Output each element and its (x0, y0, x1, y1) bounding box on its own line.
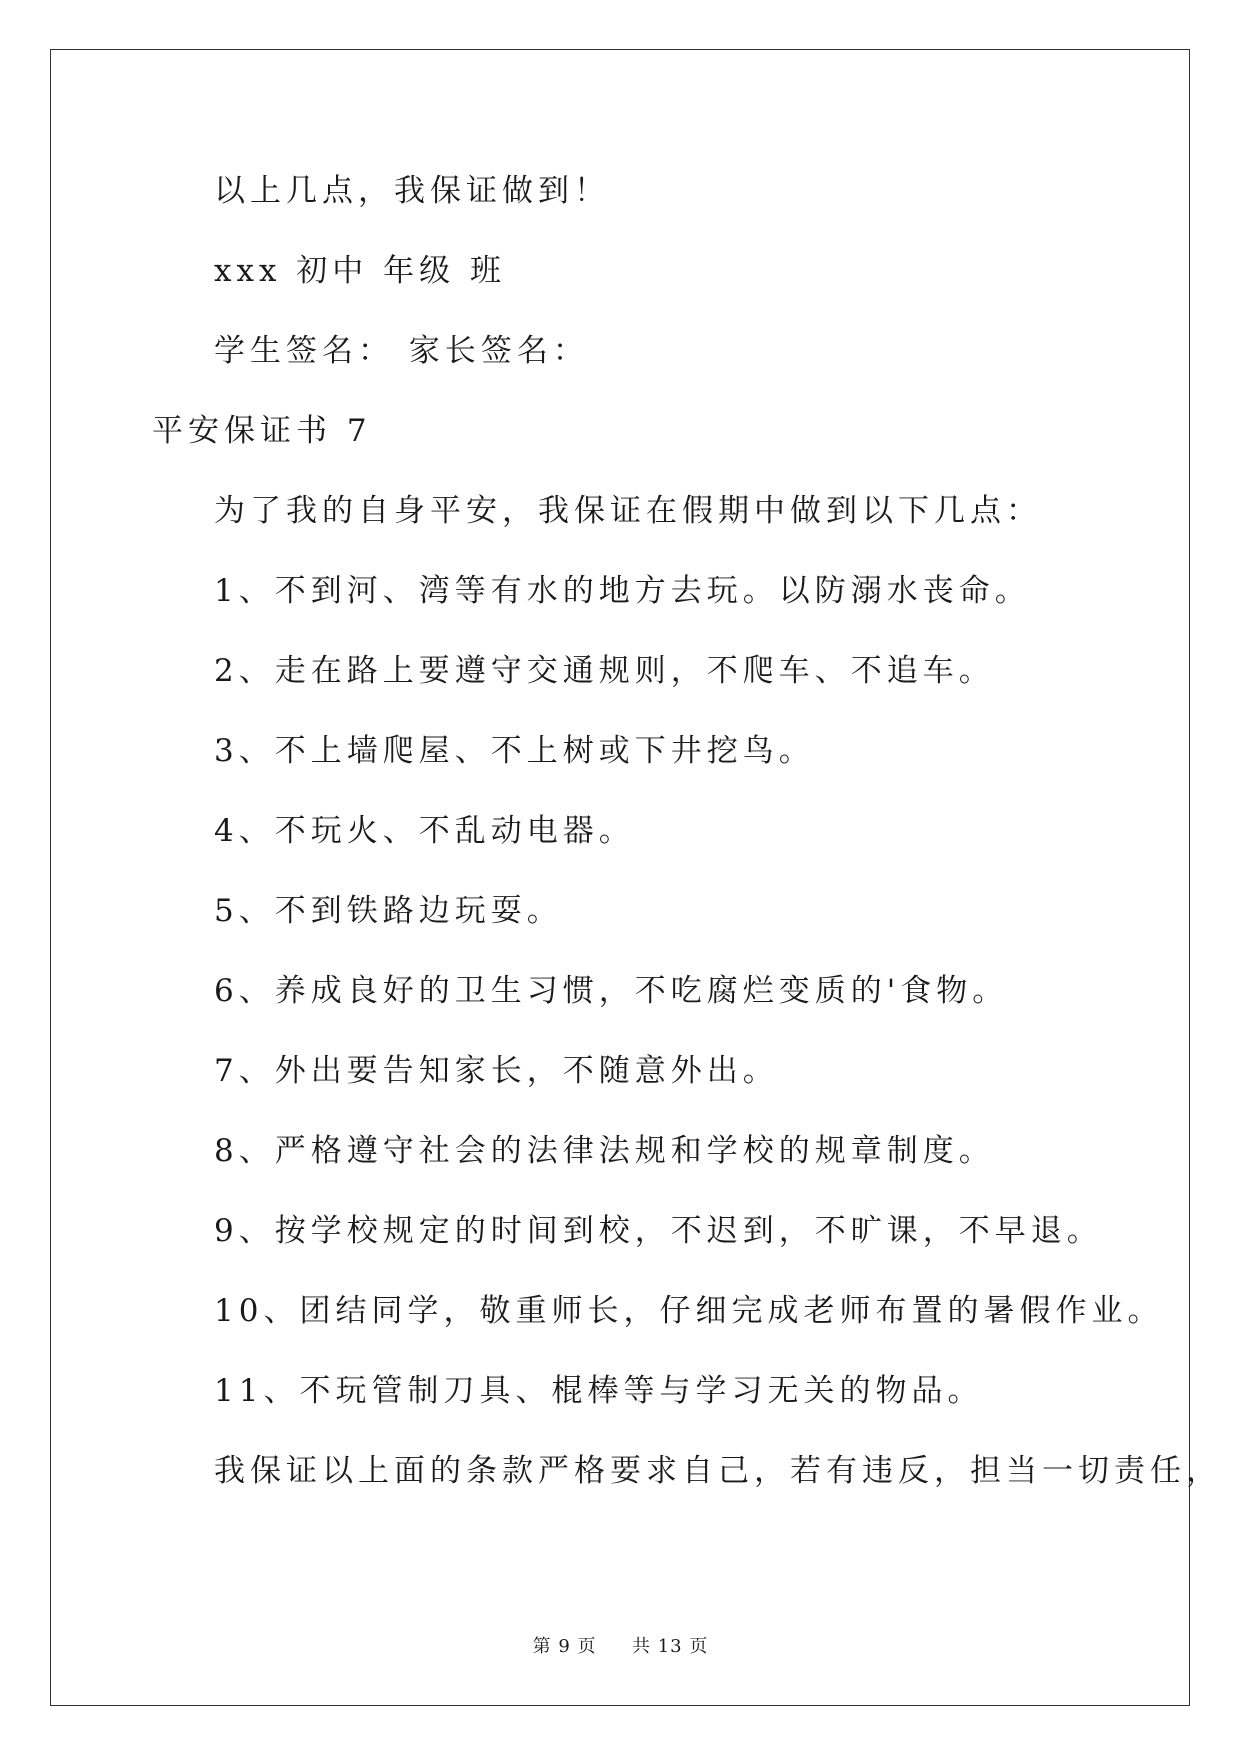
page-footer (0, 1632, 1241, 1658)
list-item: 3、不上墙爬屋、不上树或下井挖鸟。 (214, 733, 815, 769)
list-item: 2、走在路上要遵守交通规则，不爬车、不追车。 (214, 653, 995, 689)
list-item: 5、不到铁路边玩耍。 (214, 893, 563, 929)
signature-line: 学生签名： 家长签名： (214, 333, 589, 369)
list-item: 8、严格遵守社会的法律法规和学校的规章制度。 (214, 1133, 995, 1169)
list-item: 4、不玩火、不乱动电器。 (214, 813, 635, 849)
list-item: 7、外出要告知家长，不随意外出。 (214, 1053, 779, 1089)
list-item: 1、不到河、湾等有水的地方去玩。以防溺水丧命。 (214, 573, 1031, 609)
closing-statement: 以上几点，我保证做到！ (214, 173, 610, 209)
list-item: 9、按学校规定的时间到校，不迟到，不旷课，不早退。 (214, 1213, 1103, 1249)
school-class-line: xxx 初中 年级 班 (214, 253, 507, 289)
page-number: 第 9 页 (532, 1636, 597, 1657)
list-item: 6、养成良好的卫生习惯，不吃腐烂变质的'食物。 (214, 973, 1009, 1009)
list-item: 11、不玩管制刀具、棍棒等与学习无关的物品。 (214, 1373, 984, 1409)
list-item: 10、团结同学，敬重师长，仔细完成老师布置的暑假作业。 (214, 1293, 1164, 1329)
intro-paragraph: 为了我的自身平安，我保证在假期中做到以下几点： (214, 493, 1042, 529)
closing-paragraph: 我保证以上面的条款严格要求自己，若有违反，担当一切责任， (214, 1453, 1222, 1489)
page-total: 共 13 页 (632, 1636, 709, 1657)
section-title: 平安保证书 7 (152, 413, 372, 449)
